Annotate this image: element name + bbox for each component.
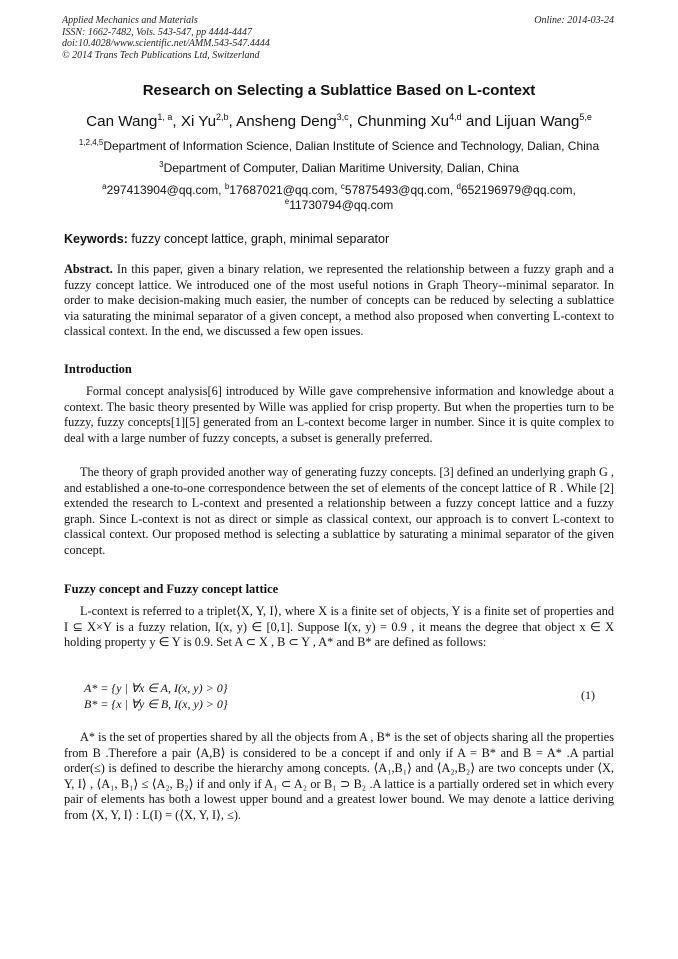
author-sup: 1, a — [157, 112, 173, 122]
author-sup: 5,e — [579, 112, 592, 122]
author-separator: , — [172, 113, 181, 130]
journal-name: Applied Mechanics and Materials — [62, 15, 198, 26]
keywords-label: Keywords: — [64, 232, 128, 246]
email-sup: d — [456, 182, 461, 191]
email-address: 652196979@qq.com, — [460, 183, 576, 197]
doi-line: doi:10.4028/www.scientific.net/AMM.543-547.4444 — [62, 38, 270, 49]
email-sup: c — [340, 182, 345, 191]
author-sup: 3,c — [336, 112, 349, 122]
email-address: 11730794@qq.com — [289, 198, 394, 212]
intro-paragraph-2: The theory of graph provided another way of generating fuzzy concepts. [3] defined an underlying graph G , and established a one-to-one correspondence between the set of elements of the concept lattice of R . While [2] extended the research to L-context and presented a relationship between a fuzzy concept lattice and a fuzzy graph. Since L-context is not as direct or simple as classical context, our approach is to convert L-context to classical context. Our proposed method is selecting a sublattice by saturating a minimal separator of the given concept. — [64, 465, 614, 557]
abstract-text: In this paper, given a binary relation, we represented the relationship between a fuzzy graph and a fuzzy concept lattice. We introduced one of the most useful notions in Graph Theory--minimal separator. In order to make decision-making much easier, the number of concepts can be reduced by selecting a sublattice via saturating the minimal separator of a given concept, a method also proposed when converting L-context to classical context. In the end, we discussed a few open issues. — [64, 262, 614, 339]
author-separator: , — [348, 113, 358, 130]
email-line-2 — [0, 197, 678, 212]
abstract-label: Abstract. — [64, 262, 113, 276]
affiliation-text: Department of Information Science, Dalian Institute of Science and Technology, Dalian, China — [103, 139, 600, 153]
email-sup: b — [224, 182, 230, 191]
author-sup: 2,b — [216, 112, 229, 122]
fuzzy-paragraph-2: A* is the set of properties shared by all the objects from A , B* is the set of objects sharing all the properties from B .Therefore a pair ⟨A,B⟩ is considered to be a concept if and only if A = B* and B = A* .A partial order(≤) is defined to describe the hierarchy among concepts. ⟨A₁,B₁⟩ and ⟨A₂,B₂⟩ are two concepts under ⟨X, Y, I⟩ , ⟨A₁, B₁⟩ ≤ ⟨A₂, B₂⟩ if and only if A₁ ⊂ A₂ or B₁ ⊃ B₂ .A lattice is a partially ordered set in which every pair of elements has both a lowest upper bound and a greatest lower bound. We may denote a lattice deriving from ⟨X, Y, I⟩ : L(I) = (⟨X, Y, I⟩, ≤). — [64, 730, 614, 822]
affiliation-1 — [0, 138, 678, 153]
journal-header — [62, 15, 270, 61]
equation-1-line-2: B* = {x | ∀y ∈ B, I(x, y) > 0} — [84, 697, 228, 711]
author-name: Xi Yu — [180, 113, 217, 130]
email-address: 17687021@qq.com, — [229, 183, 341, 197]
email-address: 297413904@qq.com, — [106, 183, 225, 197]
email-sup: a — [102, 182, 107, 191]
author-name: Can Wang — [86, 113, 158, 130]
fuzzy-paragraph-1: L-context is referred to a triplet⟨X, Y, I⟩, where X is a finite set of objects, Y is a finite set of properties and I ⊆ X×Y is a fuzzy relation, I(x, y) ∈ [0,1]. Suppose I(x, y) = 0.9 , it means the degree that object x ∈ X holding property y ∈ Y is 0.9. Set A ⊂ X , B ⊂ Y , A* and B* are defined as follows: — [64, 604, 614, 650]
email-sup: e — [284, 197, 290, 206]
keywords-text: fuzzy concept lattice, graph, minimal separator — [127, 232, 390, 246]
online-date: Online: 2014-03-24 — [534, 15, 614, 26]
section-heading-fuzzy-concept: Fuzzy concept and Fuzzy concept lattice — [64, 582, 279, 596]
affiliation-2 — [0, 160, 678, 175]
author-name: Ansheng Deng — [236, 113, 337, 130]
author-and: and — [461, 113, 496, 130]
affiliation-sup: 3 — [159, 160, 164, 169]
issn-line: ISSN: 1662-7482, Vols. 543-547, pp 4444-4447 — [62, 26, 252, 38]
abstract — [64, 262, 614, 340]
email-line-1 — [0, 182, 678, 197]
author-name: Chunming Xu — [357, 113, 450, 130]
email-address: 57875493@qq.com, — [344, 183, 457, 197]
affiliation-sup: 1,2,4,5 — [78, 138, 104, 147]
author-separator: , — [228, 113, 237, 130]
author-name: Lijuan Wang — [495, 113, 580, 130]
section-heading-introduction: Introduction — [64, 362, 132, 376]
keywords — [64, 232, 389, 246]
intro-paragraph-1: Formal concept analysis[6] introduced by Wille gave comprehensive information and knowledge about a context. The basic theory presented by Wille was applied for crisp property. But when the properties turn to be fuzzy, fuzzy concepts[1][5] generated from an L-context become larger in number. Since it is quite complex to deal with a large number of fuzzy concepts, a subset is generally preferred. — [64, 384, 614, 445]
author-list — [0, 112, 678, 130]
equation-number: (1) — [581, 688, 595, 702]
paper-title: Research on Selecting a Sublattice Based on L-context — [142, 82, 536, 99]
copyright-line: © 2014 Trans Tech Publications Ltd, Switzerland — [62, 49, 260, 61]
affiliation-text: Department of Computer, Dalian Maritime University, Dalian, China — [163, 161, 519, 175]
equation-1-line-1: A* = {y | ∀x ∈ A, I(x, y) > 0} — [84, 681, 228, 695]
author-sup: 4,d — [449, 112, 462, 122]
